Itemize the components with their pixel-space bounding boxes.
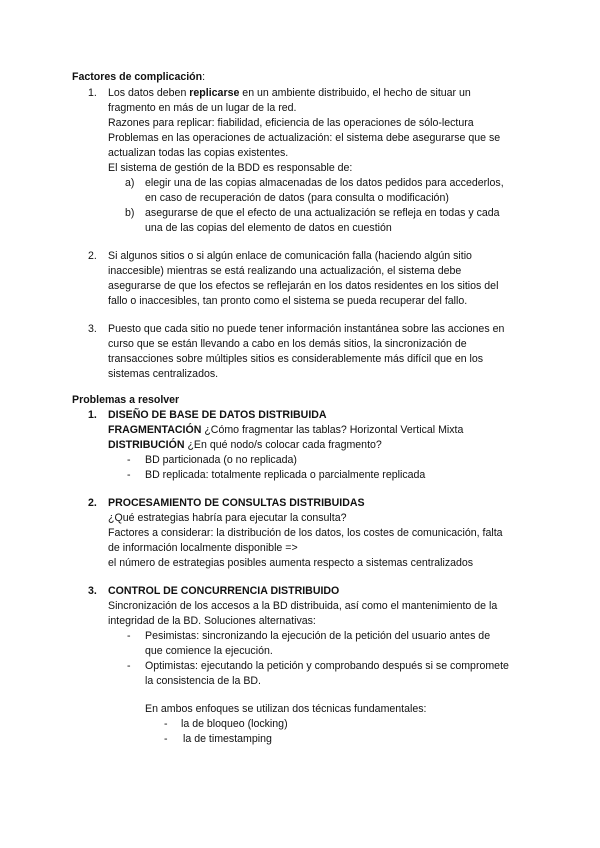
bullet-line: la de timestamping (183, 733, 272, 745)
paragraph-line: asegurarse de que los efectos se reflejarán en los datos residentes en los sitios del (108, 280, 499, 292)
bullet-dash: - (164, 718, 168, 730)
text-run: ¿En qué nodo/s colocar cada fragmento? (184, 439, 382, 451)
paragraph-line (108, 423, 463, 438)
heading-colon: : (202, 71, 206, 83)
paragraph-line: inaccesible) mientras se está realizando una actualización, el sistema debe (108, 265, 462, 277)
paragraph-line: el número de estrategias posibles aumenta respecto a sistemas centralizados (108, 557, 474, 569)
section-heading-problemas: Problemas a resolver (72, 394, 180, 406)
paragraph-line: Razones para replicar: fiabilidad, eficiencia de las operaciones de sólo-lectura (108, 117, 474, 129)
paragraph-line: ¿Qué estrategias habría para ejecutar la consulta? (108, 512, 347, 524)
subsection-title: PROCESAMIENTO DE CONSULTAS DISTRIBUIDAS (108, 497, 365, 509)
bullet-dash: - (127, 660, 131, 672)
bullet-dash: - (127, 469, 131, 481)
subsection-title: CONTROL DE CONCURRENCIA DISTRIBUIDO (108, 585, 340, 597)
bullet-line: la de bloqueo (locking) (181, 718, 288, 730)
sublist-line: elegir una de las copias almacenadas de los datos pedidos para accederlos, (145, 177, 504, 189)
sublist-marker: b) (125, 207, 135, 219)
paragraph-line: integridad de la BD. Soluciones alternativas: (108, 615, 316, 627)
paragraph-line: fallo o inaccesibles, tan pronto como el sistema se pueda recuperar del fallo. (108, 295, 468, 307)
paragraph-line: Factores a considerar: la distribución de los datos, los costes de comunicación, falta (108, 527, 503, 539)
text-run: Los datos deben (108, 87, 190, 99)
bullet-dash: - (127, 630, 131, 642)
paragraph-line (108, 438, 382, 453)
sublist-line: una de las copias del elemento de datos en cuestión (145, 222, 392, 234)
bold-term: replicarse (189, 87, 240, 99)
bullet-dash: - (127, 454, 131, 466)
paragraph-line: transacciones sobre múltiples sitios es considerablemente más difícil que en los (108, 353, 484, 365)
bullet-dash: - (164, 733, 168, 745)
paragraph-line: El sistema de gestión de la BDD es responsable de: (108, 162, 353, 174)
paragraph-line: En ambos enfoques se utilizan dos técnicas fundamentales: (145, 703, 427, 715)
paragraph-line: Problemas en las operaciones de actualización: el sistema debe asegurarse que se (108, 132, 501, 144)
bullet-line: BD replicada: totalmente replicada o parcialmente replicada (145, 469, 426, 481)
sublist-line: asegurarse de que el efecto de una actualización se refleja en todas y cada (145, 207, 500, 219)
paragraph-line: de información localmente disponible => (108, 542, 298, 554)
paragraph-line: sistemas centralizados. (108, 368, 219, 380)
paragraph-line: Si algunos sitios o si algún enlace de comunicación falla (haciendo algún sitio (108, 250, 472, 262)
sublist-marker: a) (125, 177, 135, 189)
paragraph-line: actualizan todas las copias existentes. (108, 147, 289, 159)
subsection-title: DISEÑO DE BASE DE DATOS DISTRIBUIDA (108, 409, 327, 421)
paragraph-line: fragmento en más de un lugar de la red. (108, 102, 297, 114)
bullet-line: que comience la ejecución. (145, 645, 273, 657)
sublist-line: en caso de recuperación de datos (para consulta o modificación) (145, 192, 449, 204)
bullet-line: Pesimistas: sincronizando la ejecución de la petición del usuario antes de (145, 630, 491, 642)
bullet-line: la consistencia de la BD. (145, 675, 262, 687)
paragraph-line: Puesto que cada sitio no puede tener información instantánea sobre las acciones en (108, 323, 505, 335)
paragraph-line (108, 86, 471, 101)
bold-term: DISTRIBUCIÓN (108, 439, 185, 451)
paragraph-line: Sincronización de los accesos a la BD distribuida, así como el mantenimiento de la (108, 600, 498, 612)
list-marker: 3. (88, 323, 97, 335)
paragraph-line: curso que se están llevando a cabo en los demás sitios, la sincronización de (108, 338, 467, 350)
list-marker: 1. (88, 87, 97, 99)
text-run: en un ambiente distribuido, el hecho de situar un (239, 87, 471, 99)
list-marker: 2. (88, 497, 97, 509)
bold-term: FRAGMENTACIÓN (108, 424, 202, 436)
list-marker: 1. (88, 409, 97, 421)
list-marker: 2. (88, 250, 97, 262)
heading-text: Factores de complicación (72, 71, 203, 83)
section-heading-factores (72, 70, 205, 85)
bullet-line: Optimistas: ejecutando la petición y comprobando después si se compromete (145, 660, 509, 672)
list-marker: 3. (88, 585, 97, 597)
bullet-line: BD particionada (o no replicada) (145, 454, 297, 466)
text-run: ¿Cómo fragmentar las tablas? Horizontal Vertical Mixta (201, 424, 464, 436)
